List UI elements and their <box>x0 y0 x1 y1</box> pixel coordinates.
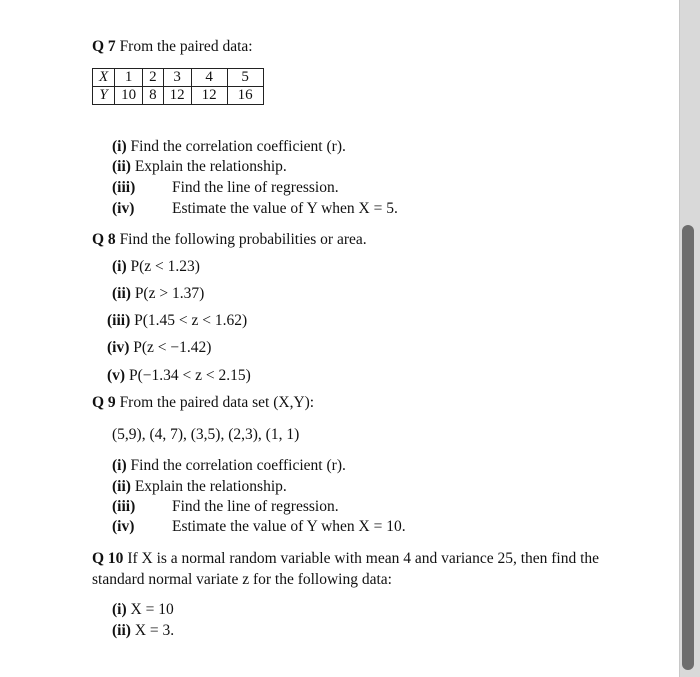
q8-part-ii: (ii) P(z > 1.37) <box>112 285 205 302</box>
q9-heading: Q 9 From the paired data set (X,Y): <box>92 394 315 411</box>
q8-part-iv: (iv) P(z < −1.42) <box>107 339 212 356</box>
q8-part-i: (i) P(z < 1.23) <box>112 258 200 275</box>
q8-part-iii: (iii) P(1.45 < z < 1.62) <box>107 312 248 329</box>
q10-heading: Q 10 If X is a normal random variable with mean 4 and variance 25, then find the <box>92 550 600 567</box>
table-cell: 3 <box>163 69 191 87</box>
q7-data-table <box>92 68 264 105</box>
table-cell: 12 <box>163 87 191 105</box>
table-row-y <box>93 87 264 105</box>
table-cell: 16 <box>227 87 263 105</box>
table-row-x <box>93 69 264 87</box>
q10-part-i: (i) X = 10 <box>112 601 174 618</box>
table-header-x: X <box>93 69 115 87</box>
q9-part-iv: (iv) Estimate the value of Y when X = 10. <box>112 518 406 535</box>
table-cell: 4 <box>191 69 227 87</box>
q8-part-v: (v) P(−1.34 < z < 2.15) <box>107 367 251 384</box>
q9-part-iii: (iii) Find the line of regression. <box>112 498 339 515</box>
table-cell: 12 <box>191 87 227 105</box>
q7-heading: Q 7 From the paired data: <box>92 38 253 55</box>
q7-part-iv: (iv) Estimate the value of Y when X = 5. <box>112 200 398 217</box>
table-cell: 10 <box>115 87 143 105</box>
table-cell: 2 <box>143 69 164 87</box>
table-cell: 5 <box>227 69 263 87</box>
vertical-scrollbar[interactable] <box>682 225 694 670</box>
q7-part-ii: (ii) Explain the relationship. <box>112 158 287 175</box>
table-cell: 1 <box>115 69 143 87</box>
table-header-y: Y <box>93 87 115 105</box>
q9-part-i: (i) Find the correlation coefficient (r). <box>112 457 346 474</box>
q9-data-set: (5,9), (4, 7), (3,5), (2,3), (1, 1) <box>112 426 300 443</box>
q8-heading: Q 8 Find the following probabilities or area. <box>92 231 367 248</box>
q7-part-iii: (iii) Find the line of regression. <box>112 179 339 196</box>
q7-part-i: (i) Find the correlation coefficient (r). <box>112 138 346 155</box>
q10-part-ii: (ii) X = 3. <box>112 622 175 639</box>
q10-heading-continued: standard normal variate z for the following data: <box>92 571 392 588</box>
q9-part-ii: (ii) Explain the relationship. <box>112 478 287 495</box>
table-cell: 8 <box>143 87 164 105</box>
